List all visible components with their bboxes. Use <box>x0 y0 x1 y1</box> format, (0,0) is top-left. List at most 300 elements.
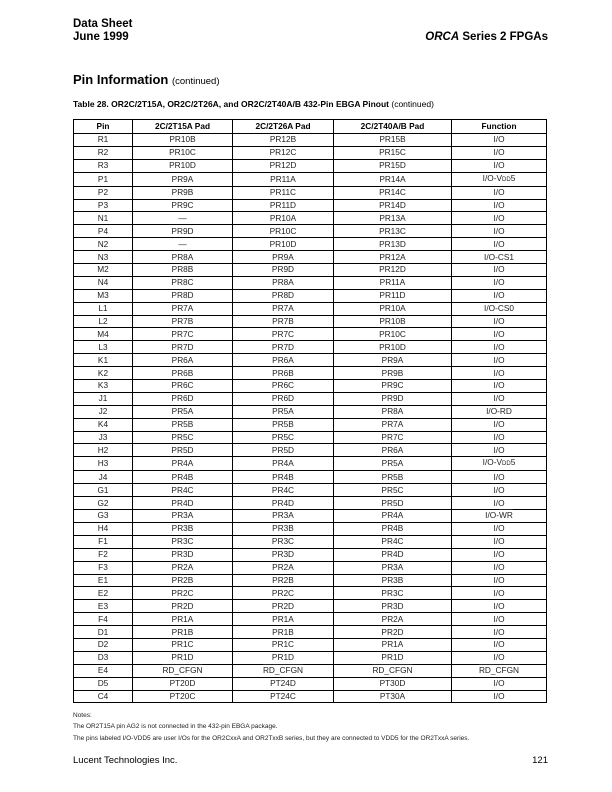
function-cell <box>452 289 547 302</box>
function-cell <box>452 251 547 264</box>
pad-cell: PR7B <box>133 315 233 328</box>
pad-cell: PT30A <box>334 690 452 703</box>
pin-cell: K4 <box>74 418 133 431</box>
pad-cell: PT30D <box>334 677 452 690</box>
pad-cell: PR4C <box>133 484 233 497</box>
pad-cell: PR10A <box>233 212 334 225</box>
table-row <box>74 677 547 690</box>
function-text: I/O <box>493 613 505 624</box>
pad-cell: PR4D <box>133 497 233 510</box>
pad-cell: PR11C <box>233 186 334 199</box>
table-row <box>74 587 547 600</box>
pin-cell: J4 <box>74 471 133 484</box>
function-text: I/O <box>493 134 505 145</box>
pad-cell: PR9B <box>133 186 233 199</box>
pad-cell: PR8B <box>133 264 233 277</box>
pad-cell: PR9D <box>133 225 233 238</box>
function-text: I/O <box>493 212 505 223</box>
pad-cell: PR10A <box>334 302 452 315</box>
pad-cell: PT20D <box>133 677 233 690</box>
function-text: $\overline{WR}$ <box>499 510 513 521</box>
pad-cell: PR11D <box>334 289 452 302</box>
function-text: I/O <box>493 316 505 327</box>
function-text: I/O <box>493 225 505 236</box>
product-series: Series 2 FPGAs <box>459 31 548 43</box>
pad-cell: PR2D <box>233 600 334 613</box>
pin-cell: D1 <box>74 626 133 639</box>
pinout-table <box>73 119 547 703</box>
table-row <box>74 341 547 354</box>
pad-cell: PR6D <box>133 392 233 405</box>
notes <box>73 711 469 745</box>
function-cell <box>452 431 547 444</box>
function-text: I/O <box>493 652 505 663</box>
function-cell <box>452 172 547 186</box>
section-title <box>73 72 220 87</box>
table-row <box>74 146 547 159</box>
pad-cell: RD_CFGN <box>334 664 452 677</box>
pad-cell: PR4B <box>334 522 452 535</box>
function-cell <box>452 651 547 664</box>
table-row <box>74 328 547 341</box>
pad-cell: PR4C <box>334 535 452 548</box>
table-row <box>74 392 547 405</box>
section-continued: (continued) <box>171 76 220 87</box>
function-text: I/O <box>493 690 505 701</box>
table-row <box>74 484 547 497</box>
pad-cell: — <box>133 212 233 225</box>
pad-cell: PR2B <box>233 574 334 587</box>
section-heading: Pin Information <box>73 72 169 87</box>
function-cell <box>452 664 547 677</box>
pad-cell: PR8C <box>133 276 233 289</box>
note-1: The OR2T15A pin AG2 is not connected in the 432-pin EBGA package. <box>73 723 278 730</box>
pad-cell: PR2C <box>233 587 334 600</box>
pad-cell: PR13A <box>334 212 452 225</box>
pad-cell: PR1A <box>334 638 452 651</box>
function-text: I/O <box>493 523 505 534</box>
function-text: DD <box>502 461 511 468</box>
table-row <box>74 561 547 574</box>
pad-cell: PR1A <box>133 613 233 626</box>
table-row <box>74 380 547 393</box>
function-cell <box>452 328 547 341</box>
function-cell <box>452 264 547 277</box>
pad-cell: PR3B <box>233 522 334 535</box>
function-cell <box>452 587 547 600</box>
pad-cell: PR6D <box>233 392 334 405</box>
pin-cell: L3 <box>74 341 133 354</box>
function-cell <box>452 341 547 354</box>
function-text: I/O <box>493 432 505 443</box>
pad-cell: PR3D <box>334 600 452 613</box>
col-15a: 2C/2T15A Pad <box>133 120 233 134</box>
pad-cell: PR10C <box>334 328 452 341</box>
pin-cell: K2 <box>74 367 133 380</box>
pad-cell: PR3C <box>334 587 452 600</box>
function-cell <box>452 380 547 393</box>
function-cell <box>452 444 547 457</box>
pin-cell: R3 <box>74 159 133 172</box>
pin-cell: N1 <box>74 212 133 225</box>
pad-cell: PR10C <box>233 225 334 238</box>
pin-cell: P2 <box>74 186 133 199</box>
table-row <box>74 289 547 302</box>
pin-cell: P4 <box>74 225 133 238</box>
function-text: I/O <box>493 341 505 352</box>
table-row <box>74 510 547 523</box>
pad-cell: — <box>133 238 233 251</box>
function-text: I/O-V <box>482 457 503 468</box>
table-row <box>74 264 547 277</box>
pin-cell: P1 <box>74 172 133 186</box>
pad-cell: PR11A <box>233 172 334 186</box>
function-cell <box>452 392 547 405</box>
table-row <box>74 225 547 238</box>
pad-cell: PR8D <box>233 289 334 302</box>
pin-cell: F3 <box>74 561 133 574</box>
pin-cell: G1 <box>74 484 133 497</box>
table-row <box>74 522 547 535</box>
col-pin: Pin <box>74 120 133 134</box>
pad-cell: PR1D <box>233 651 334 664</box>
pad-cell: PR5C <box>133 431 233 444</box>
pad-cell: PR11D <box>233 199 334 212</box>
pad-cell: PR8A <box>233 276 334 289</box>
brand: ORCA <box>425 31 460 43</box>
pin-cell: D2 <box>74 638 133 651</box>
pad-cell: PR7C <box>233 328 334 341</box>
pin-cell: C4 <box>74 690 133 703</box>
function-text: I/O <box>493 626 505 637</box>
function-cell <box>452 510 547 523</box>
pin-cell: H2 <box>74 444 133 457</box>
table-row <box>74 548 547 561</box>
pad-cell: PR3B <box>133 522 233 535</box>
pin-cell: J2 <box>74 405 133 418</box>
pin-cell: F2 <box>74 548 133 561</box>
function-cell <box>452 484 547 497</box>
pad-cell: PR12B <box>233 134 334 147</box>
pad-cell: PR7D <box>233 341 334 354</box>
table-row <box>74 354 547 367</box>
function-text: I/O <box>493 367 505 378</box>
function-text: I/O <box>493 264 505 275</box>
table-row <box>74 471 547 484</box>
caption-continued: (continued) <box>391 99 434 109</box>
function-text: I/O-CS1 <box>484 251 514 262</box>
pad-cell: RD_CFGN <box>233 664 334 677</box>
function-cell <box>452 367 547 380</box>
function-cell <box>452 199 547 212</box>
pin-cell: L2 <box>74 315 133 328</box>
pin-cell: M3 <box>74 289 133 302</box>
function-text: I/O <box>493 600 505 611</box>
function-text: 5 <box>510 457 516 468</box>
pad-cell: PR10B <box>334 315 452 328</box>
pad-cell: PR1A <box>233 613 334 626</box>
pin-cell: R1 <box>74 134 133 147</box>
pin-cell: N4 <box>74 276 133 289</box>
table-row <box>74 613 547 626</box>
pad-cell: PR15B <box>334 134 452 147</box>
pad-cell: PR15D <box>334 159 452 172</box>
pad-cell: PT24C <box>233 690 334 703</box>
note-2: The pins labeled I/O-VDD5 are user I/Os for the OR2CxxA and OR2TxxB series, but they are connected to VDD5 for the OR2TxxA series. <box>73 735 470 742</box>
pad-cell: PR13D <box>334 238 452 251</box>
pad-cell: PR9C <box>334 380 452 393</box>
pin-cell: J3 <box>74 431 133 444</box>
function-cell <box>452 134 547 147</box>
function-text: I/O <box>493 484 505 495</box>
pad-cell: PR12D <box>233 159 334 172</box>
pad-cell: PR3C <box>233 535 334 548</box>
function-cell <box>452 574 547 587</box>
pad-cell: PR2A <box>233 561 334 574</box>
notes-label: Notes: <box>73 712 92 719</box>
table-row <box>74 199 547 212</box>
function-cell <box>452 561 547 574</box>
footer-company: Lucent Technologies Inc. <box>73 755 178 766</box>
table-row <box>74 457 547 471</box>
pin-cell: J1 <box>74 392 133 405</box>
function-text: I/O <box>493 574 505 585</box>
pad-cell: PR4A <box>334 510 452 523</box>
function-cell <box>452 146 547 159</box>
function-text: I/O- <box>486 406 500 417</box>
pad-cell: PR4B <box>233 471 334 484</box>
pin-cell: H3 <box>74 457 133 471</box>
function-text: I/O <box>493 444 505 455</box>
pin-cell: F4 <box>74 613 133 626</box>
pin-cell: N2 <box>74 238 133 251</box>
pad-cell: PR9A <box>334 354 452 367</box>
pad-cell: PR7A <box>334 418 452 431</box>
pad-cell: PR6C <box>133 380 233 393</box>
pin-cell: R2 <box>74 146 133 159</box>
table-row <box>74 251 547 264</box>
pad-cell: PR12C <box>233 146 334 159</box>
pad-cell: PR10D <box>233 238 334 251</box>
function-cell <box>452 497 547 510</box>
product-title <box>425 31 548 43</box>
function-text: I/O <box>493 536 505 547</box>
table-row <box>74 638 547 651</box>
col-function: Function <box>452 120 547 134</box>
pad-cell: PR3D <box>233 548 334 561</box>
pad-cell: PR7D <box>133 341 233 354</box>
pad-cell: PR5B <box>133 418 233 431</box>
pad-cell: PR2A <box>334 613 452 626</box>
function-text: CS0 <box>497 303 514 314</box>
table-header-row <box>74 120 547 134</box>
pad-cell: PR1D <box>334 651 452 664</box>
function-text: I/O <box>493 147 505 158</box>
function-cell <box>452 522 547 535</box>
header-left <box>73 18 132 44</box>
function-cell <box>452 457 547 471</box>
pad-cell: PR2C <box>133 587 233 600</box>
function-text: I/O <box>493 678 505 689</box>
function-cell <box>452 238 547 251</box>
pad-cell: PR4D <box>233 497 334 510</box>
pad-cell: PR11A <box>334 276 452 289</box>
function-text: I/O <box>493 562 505 573</box>
pin-cell: M4 <box>74 328 133 341</box>
pad-cell: PR9D <box>334 392 452 405</box>
pad-cell: PR5A <box>133 405 233 418</box>
col-40ab: 2C/2T40A/B Pad <box>334 120 452 134</box>
pad-cell: PR10D <box>133 159 233 172</box>
pin-cell: H4 <box>74 522 133 535</box>
pad-cell: PR6B <box>133 367 233 380</box>
pin-cell: E4 <box>74 664 133 677</box>
table-row <box>74 651 547 664</box>
table-row <box>74 444 547 457</box>
doc-date: June 1999 <box>73 31 129 43</box>
pad-cell: PR15C <box>334 146 452 159</box>
pad-cell: PR3A <box>133 510 233 523</box>
pad-cell: PR6B <box>233 367 334 380</box>
function-cell <box>452 690 547 703</box>
pad-cell: PR9C <box>133 199 233 212</box>
pad-cell: PR4A <box>133 457 233 471</box>
pin-cell: F1 <box>74 535 133 548</box>
pad-cell: PR8D <box>133 289 233 302</box>
function-text: $\overline{RD}$ <box>499 406 512 417</box>
table-row <box>74 690 547 703</box>
pad-cell: PT20C <box>133 690 233 703</box>
function-text: I/O <box>493 380 505 391</box>
pad-cell: PR14C <box>334 186 452 199</box>
pad-cell: PR12D <box>334 264 452 277</box>
pad-cell: PR5D <box>233 444 334 457</box>
table-row <box>74 497 547 510</box>
function-text: I/O <box>493 277 505 288</box>
function-text: I/O- <box>484 303 498 314</box>
table-row <box>74 302 547 315</box>
pad-cell: PR2D <box>133 600 233 613</box>
pad-cell: PR1C <box>133 638 233 651</box>
pin-cell: E1 <box>74 574 133 587</box>
table-row <box>74 367 547 380</box>
table-row <box>74 172 547 186</box>
pad-cell: PR9A <box>233 251 334 264</box>
table-row <box>74 418 547 431</box>
pad-cell: PR1C <box>233 638 334 651</box>
pad-cell: PR6A <box>133 354 233 367</box>
pad-cell: PR3A <box>233 510 334 523</box>
pad-cell: PR6C <box>233 380 334 393</box>
pad-cell: PR7C <box>334 431 452 444</box>
function-text: I/O <box>493 587 505 598</box>
function-text: 5 <box>510 172 516 183</box>
function-cell <box>452 600 547 613</box>
pad-cell: PR10D <box>334 341 452 354</box>
pin-cell: D3 <box>74 651 133 664</box>
pad-cell: PR10B <box>133 134 233 147</box>
pad-cell: PR14D <box>334 199 452 212</box>
pad-cell: PR4D <box>334 548 452 561</box>
function-text: I/O <box>493 200 505 210</box>
pad-cell: PR9D <box>233 264 334 277</box>
pad-cell: PR14A <box>334 172 452 186</box>
pad-cell: PR6A <box>334 444 452 457</box>
function-cell <box>452 548 547 561</box>
pad-cell: PR4C <box>233 484 334 497</box>
pad-cell: PR5D <box>133 444 233 457</box>
pad-cell: PR3D <box>133 548 233 561</box>
table-caption <box>73 99 434 109</box>
pad-cell: PR7A <box>233 302 334 315</box>
pad-cell: PR9B <box>334 367 452 380</box>
pad-cell: PR1B <box>133 626 233 639</box>
table-row <box>74 574 547 587</box>
pin-cell: N3 <box>74 251 133 264</box>
function-cell <box>452 626 547 639</box>
pad-cell: PR8A <box>334 405 452 418</box>
function-text: I/O <box>493 238 505 249</box>
table-row <box>74 431 547 444</box>
pin-cell: L1 <box>74 302 133 315</box>
function-text: I/O <box>493 187 505 198</box>
function-cell <box>452 405 547 418</box>
function-text: I/O- <box>485 510 499 521</box>
function-text: I/O <box>493 354 505 365</box>
table-row <box>74 134 547 147</box>
function-cell <box>452 471 547 484</box>
page-number: 121 <box>532 755 548 766</box>
pad-cell: PR3C <box>133 535 233 548</box>
function-cell <box>452 677 547 690</box>
function-text: I/O <box>493 160 505 171</box>
pad-cell: PR7A <box>133 302 233 315</box>
function-cell <box>452 302 547 315</box>
pad-cell: PR12A <box>334 251 452 264</box>
function-cell <box>452 212 547 225</box>
function-cell <box>452 276 547 289</box>
function-text: I/O <box>493 419 505 430</box>
pin-cell: M2 <box>74 264 133 277</box>
function-cell <box>452 225 547 238</box>
table-row <box>74 276 547 289</box>
pad-cell: PR2D <box>334 626 452 639</box>
table-row <box>74 315 547 328</box>
function-cell <box>452 613 547 626</box>
pad-cell: PR10C <box>133 146 233 159</box>
table-row <box>74 212 547 225</box>
pad-cell: PR4A <box>233 457 334 471</box>
pad-cell: PR4B <box>133 471 233 484</box>
function-text: I/O <box>493 393 505 404</box>
table-row <box>74 159 547 172</box>
table-row <box>74 535 547 548</box>
table-row <box>74 238 547 251</box>
pad-cell: PR7B <box>233 315 334 328</box>
pin-cell: G2 <box>74 497 133 510</box>
pin-cell: K1 <box>74 354 133 367</box>
table-row <box>74 664 547 677</box>
pad-cell: PT24D <box>233 677 334 690</box>
function-text: I/O <box>493 497 505 508</box>
pin-cell: E2 <box>74 587 133 600</box>
pad-cell: PR5B <box>334 471 452 484</box>
function-text: I/O <box>493 549 505 560</box>
pad-cell: PR1B <box>233 626 334 639</box>
function-text: I/O <box>493 328 505 339</box>
pad-cell: PR2A <box>133 561 233 574</box>
pad-cell: PR3A <box>334 561 452 574</box>
